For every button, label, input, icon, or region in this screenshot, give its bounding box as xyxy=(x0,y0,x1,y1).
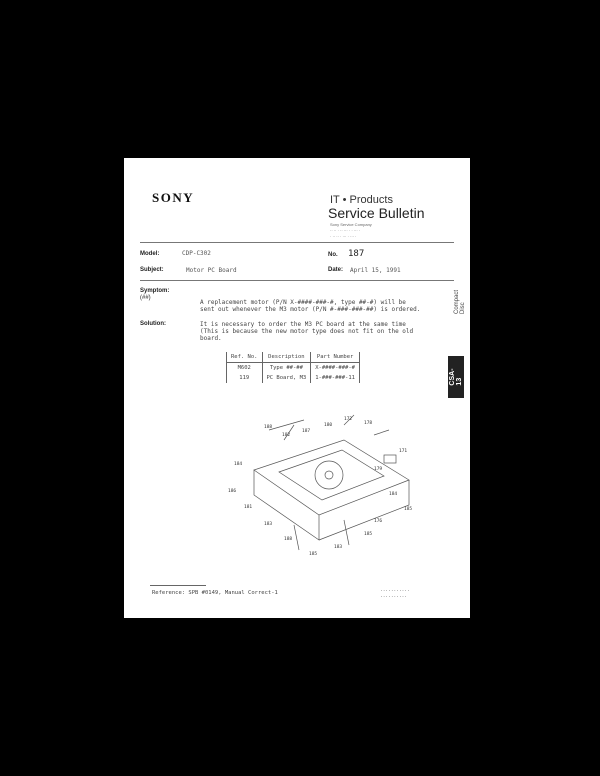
footer-rule xyxy=(150,585,206,586)
diagram-label: 184 xyxy=(234,462,243,467)
description-cell: PC Board, M3 xyxy=(262,373,311,383)
ref-no-cell: 119 xyxy=(227,373,263,383)
chassis-outline xyxy=(254,440,409,515)
model-value: CDP-C302 xyxy=(182,250,211,257)
col-part-number: Part Number xyxy=(311,352,360,363)
section-tab xyxy=(448,356,464,398)
fields-rule xyxy=(140,280,454,281)
section-tab-label: CSA-13 xyxy=(449,368,463,386)
chassis-side xyxy=(254,470,319,540)
parts-table xyxy=(226,352,360,383)
diagram-label: 183 xyxy=(334,545,343,550)
diagram-label: 187 xyxy=(302,429,311,434)
solution-line-1: It is necessary to order the M3 PC board at the same time xyxy=(200,321,406,328)
parts-table-header xyxy=(227,352,360,363)
number-value: 187 xyxy=(348,249,365,259)
col-ref-no: Ref. No. xyxy=(227,352,263,363)
number-label: No. xyxy=(328,252,338,258)
col-description: Description xyxy=(262,352,311,363)
disc-platter xyxy=(315,461,343,489)
diagram-label: 179 xyxy=(374,467,383,472)
description-cell: Type ##-## xyxy=(262,363,311,374)
symptom-code: (##) xyxy=(140,295,151,301)
product-line: IT • Products xyxy=(330,194,393,206)
diagram-label: 176 xyxy=(374,519,383,524)
symptom-line-1: A replacement motor (P/N X-####-###-#, type ##-#) will be xyxy=(200,299,406,306)
date-value: April 15, 1991 xyxy=(350,267,401,274)
diagram-label: 178 xyxy=(364,421,373,426)
diagram-label: 172 xyxy=(344,417,353,422)
footer-code-1: ··········· xyxy=(380,589,410,594)
subject-value: Motor PC Board xyxy=(186,267,237,274)
diagram-label: 182 xyxy=(282,433,291,438)
diagram-label: 186 xyxy=(228,489,237,494)
spindle xyxy=(325,471,333,479)
address-line-2: ·· ·· · ·· ··· · · ··· · xyxy=(330,228,361,233)
bulletin-page xyxy=(124,158,470,618)
diagram-label: 171 xyxy=(399,449,408,454)
sony-logo: SONY xyxy=(152,190,195,205)
part-number-cell: X-####-###-# xyxy=(311,363,360,374)
header-rule xyxy=(140,242,454,243)
diagram-label: 185 xyxy=(364,532,373,537)
part-number-cell: 1-###-###-11 xyxy=(311,373,360,383)
diagram-label: 188 xyxy=(264,425,273,430)
diagram-label: 185 xyxy=(404,507,413,512)
diagram-label: 183 xyxy=(264,522,273,527)
table-row xyxy=(227,373,360,383)
exploded-view-diagram xyxy=(224,410,424,560)
diagram-label: 188 xyxy=(284,537,293,542)
category-label: Compact Disc xyxy=(454,289,466,314)
motor-part xyxy=(384,455,396,463)
symptom-line-2: sent out whenever the M3 motor (P/N #-###-###-##) is ordered. xyxy=(200,306,421,313)
date-label: Date: xyxy=(328,267,344,273)
diagram-label: 181 xyxy=(244,505,253,510)
solution-line-3: board. xyxy=(200,335,222,342)
tray-outline xyxy=(279,450,384,500)
symptom-label: Symptom: xyxy=(140,288,170,294)
address-line-1: Sony Service Company xyxy=(330,222,372,227)
footer-reference: Reference: SPB #0149, Manual Correct-1 xyxy=(152,590,278,596)
ref-no-cell: M602 xyxy=(227,363,263,374)
address-line-3: · ·· ·· · ··· · ··· · xyxy=(330,234,357,239)
solution-line-2: (This is because the new motor type does not fit on the old xyxy=(200,328,414,335)
solution-label: Solution: xyxy=(140,321,166,327)
table-row xyxy=(227,363,360,374)
bulletin-title: Service Bulletin xyxy=(328,205,425,221)
diagram-label: 185 xyxy=(309,552,318,557)
footer-code-2: ·········· xyxy=(380,595,408,600)
model-label: Model: xyxy=(140,251,160,257)
diagram-label: 184 xyxy=(389,492,398,497)
diagram-label: 180 xyxy=(324,423,333,428)
subject-label: Subject: xyxy=(140,267,164,273)
